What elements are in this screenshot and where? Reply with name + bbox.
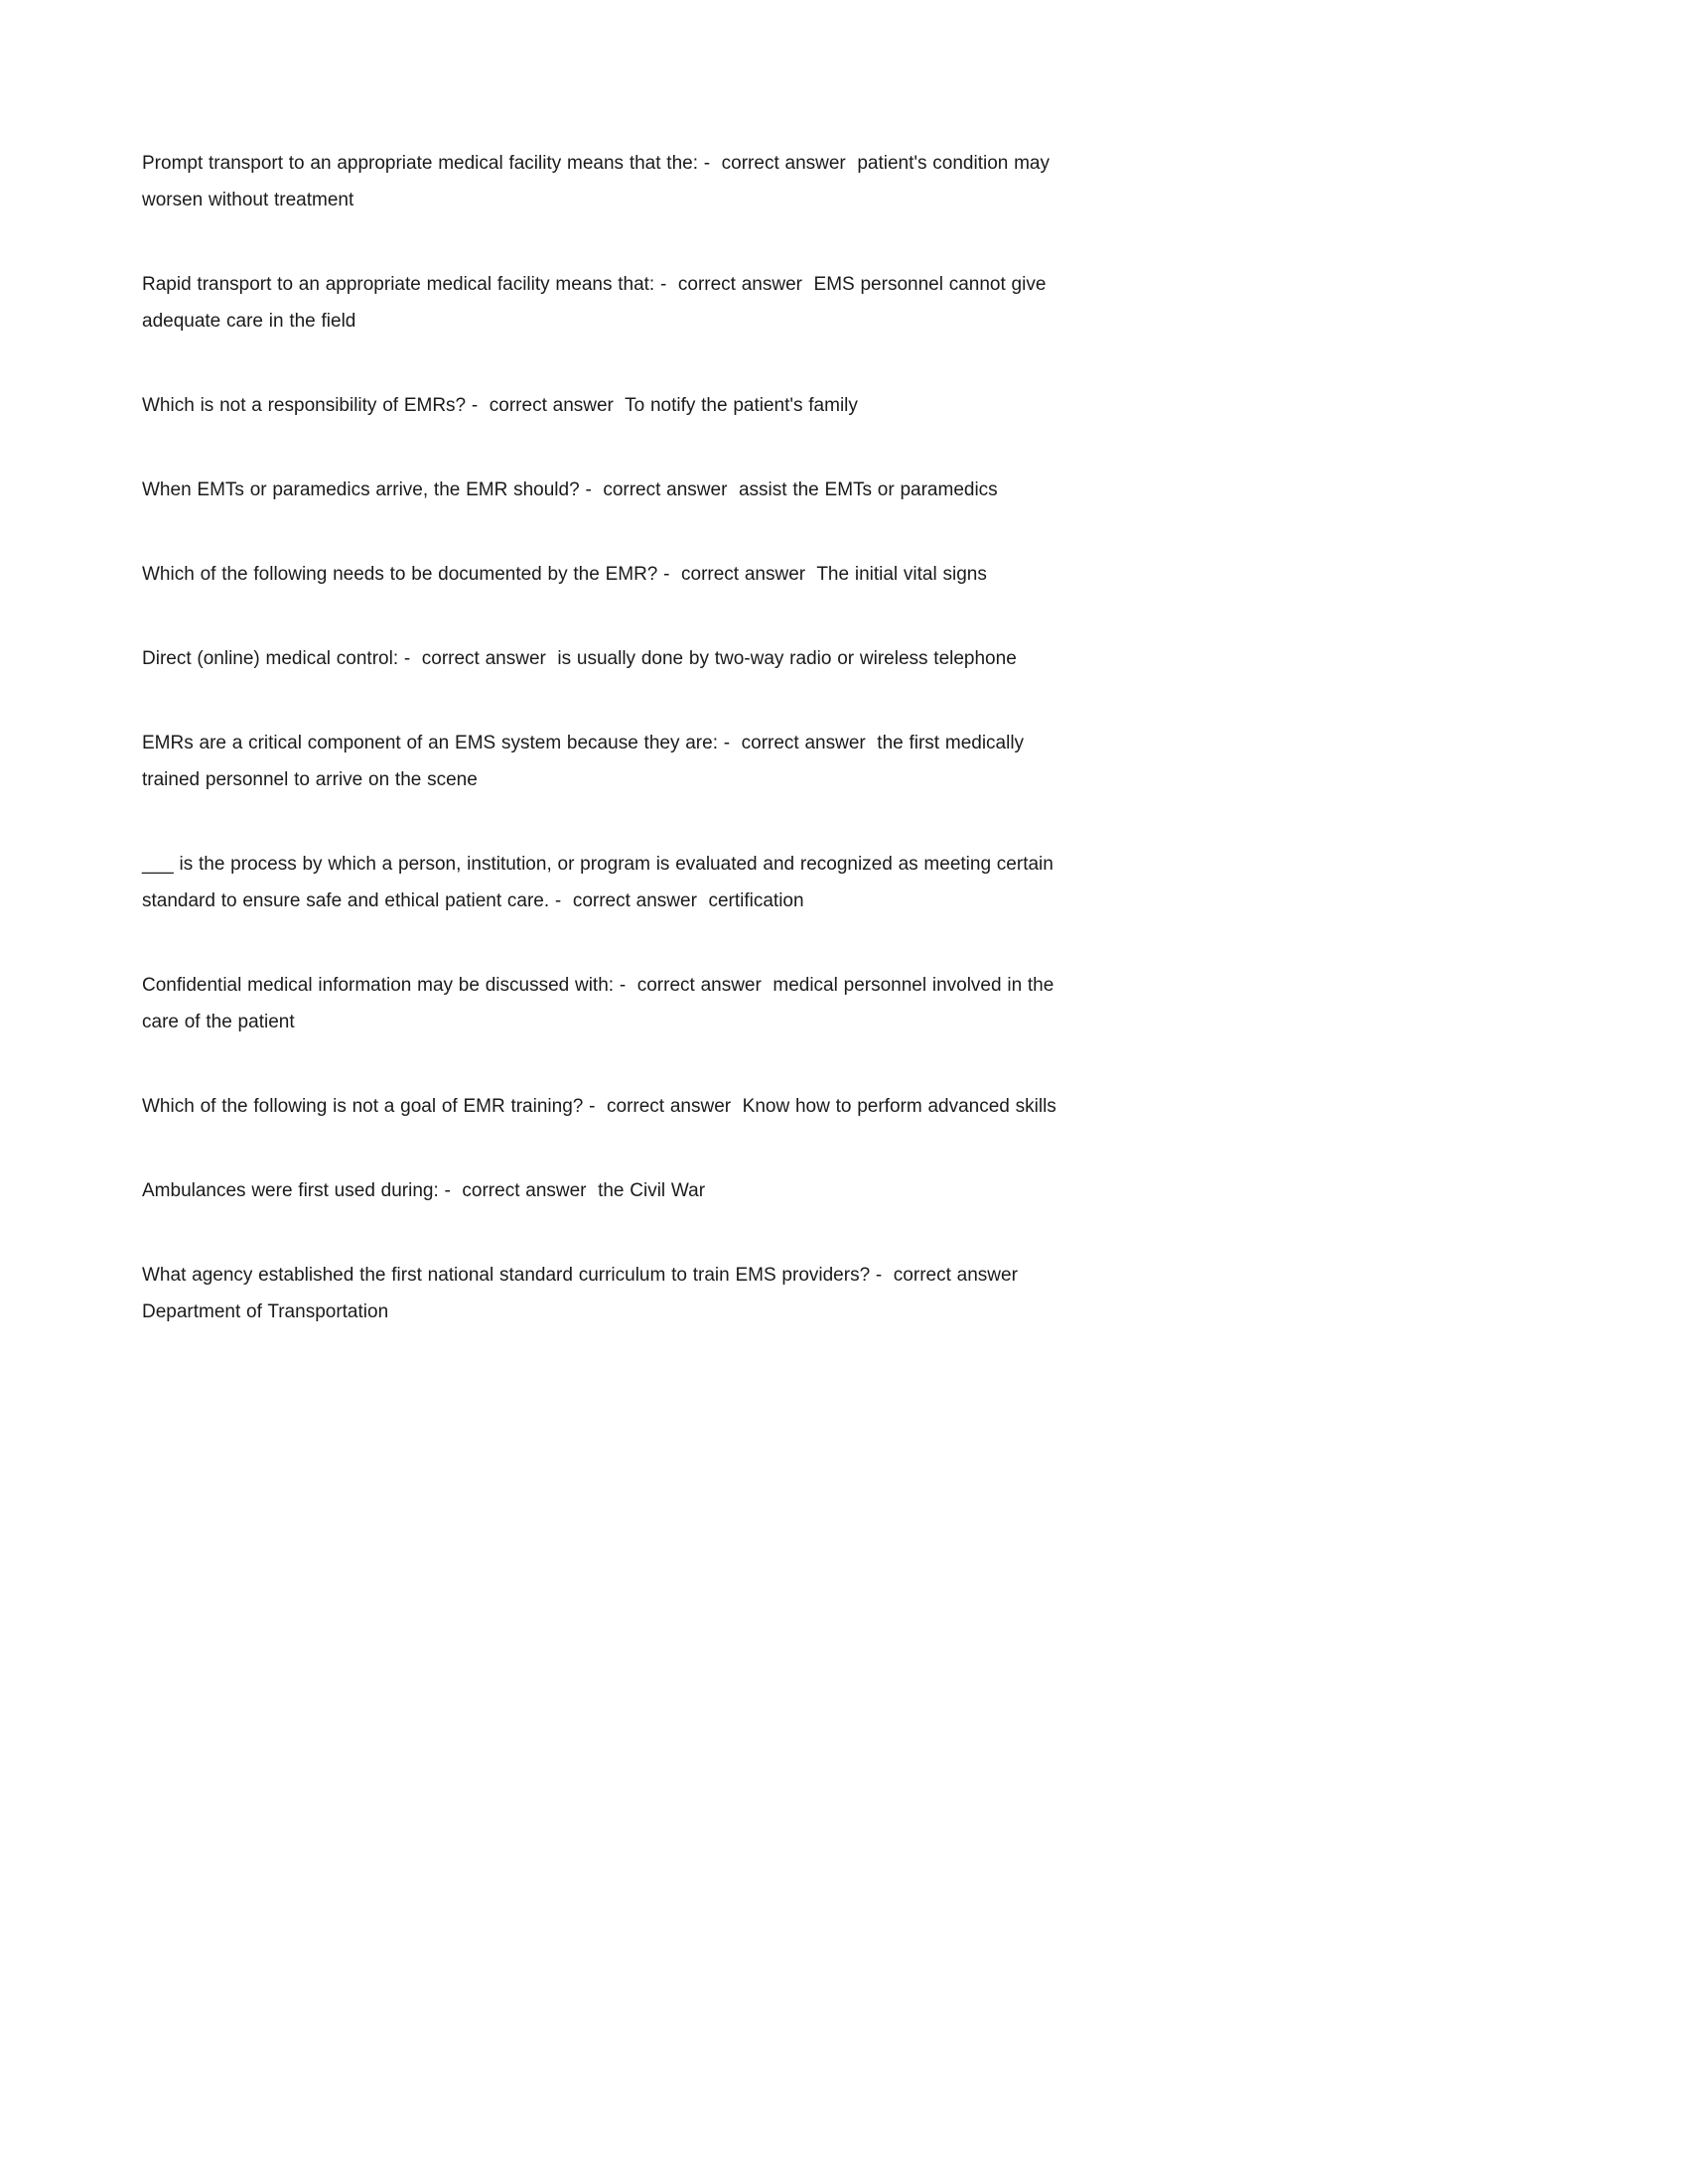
qa-entry: Which of the following needs to be documented by the EMR? - correct answer The initial vital signs [142,564,987,585]
qa-entry: Ambulances were first used during: - correct answer the Civil War [142,1180,706,1201]
qa-entry: What agency established the first national standard curriculum to train EMS providers? - correct answer Department of Transportation [142,1265,1030,1322]
qa-entry: Confidential medical information may be discussed with: - correct answer medical personnel involved in the care of the patient [142,975,1060,1032]
document-text-column [142,145,1080,1378]
qa-entry: ___ is the process by which a person, institution, or program is evaluated and recognized as meeting certain standard to ensure safe and ethical patient care. - correct answer certification [142,854,1059,911]
qa-entry: Which is not a responsibility of EMRs? - correct answer To notify the patient's family [142,395,858,416]
qa-entry: Which of the following is not a goal of EMR training? - correct answer Know how to perform advanced skills [142,1096,1056,1117]
qa-entry: Rapid transport to an appropriate medical facility means that: - correct answer EMS personnel cannot give adequate care in the field [142,274,1053,332]
qa-entry: When EMTs or paramedics arrive, the EMR should? - correct answer assist the EMTs or paramedics [142,479,998,500]
qa-entry: Prompt transport to an appropriate medical facility means that the: - correct answer patient's condition may worsen without treatment [142,153,1055,210]
qa-entry: Direct (online) medical control: - correct answer is usually done by two-way radio or wireless telephone [142,648,1017,669]
qa-entry: EMRs are a critical component of an EMS system because they are: - correct answer the first medically trained personnel to arrive on the scene [142,733,1030,790]
